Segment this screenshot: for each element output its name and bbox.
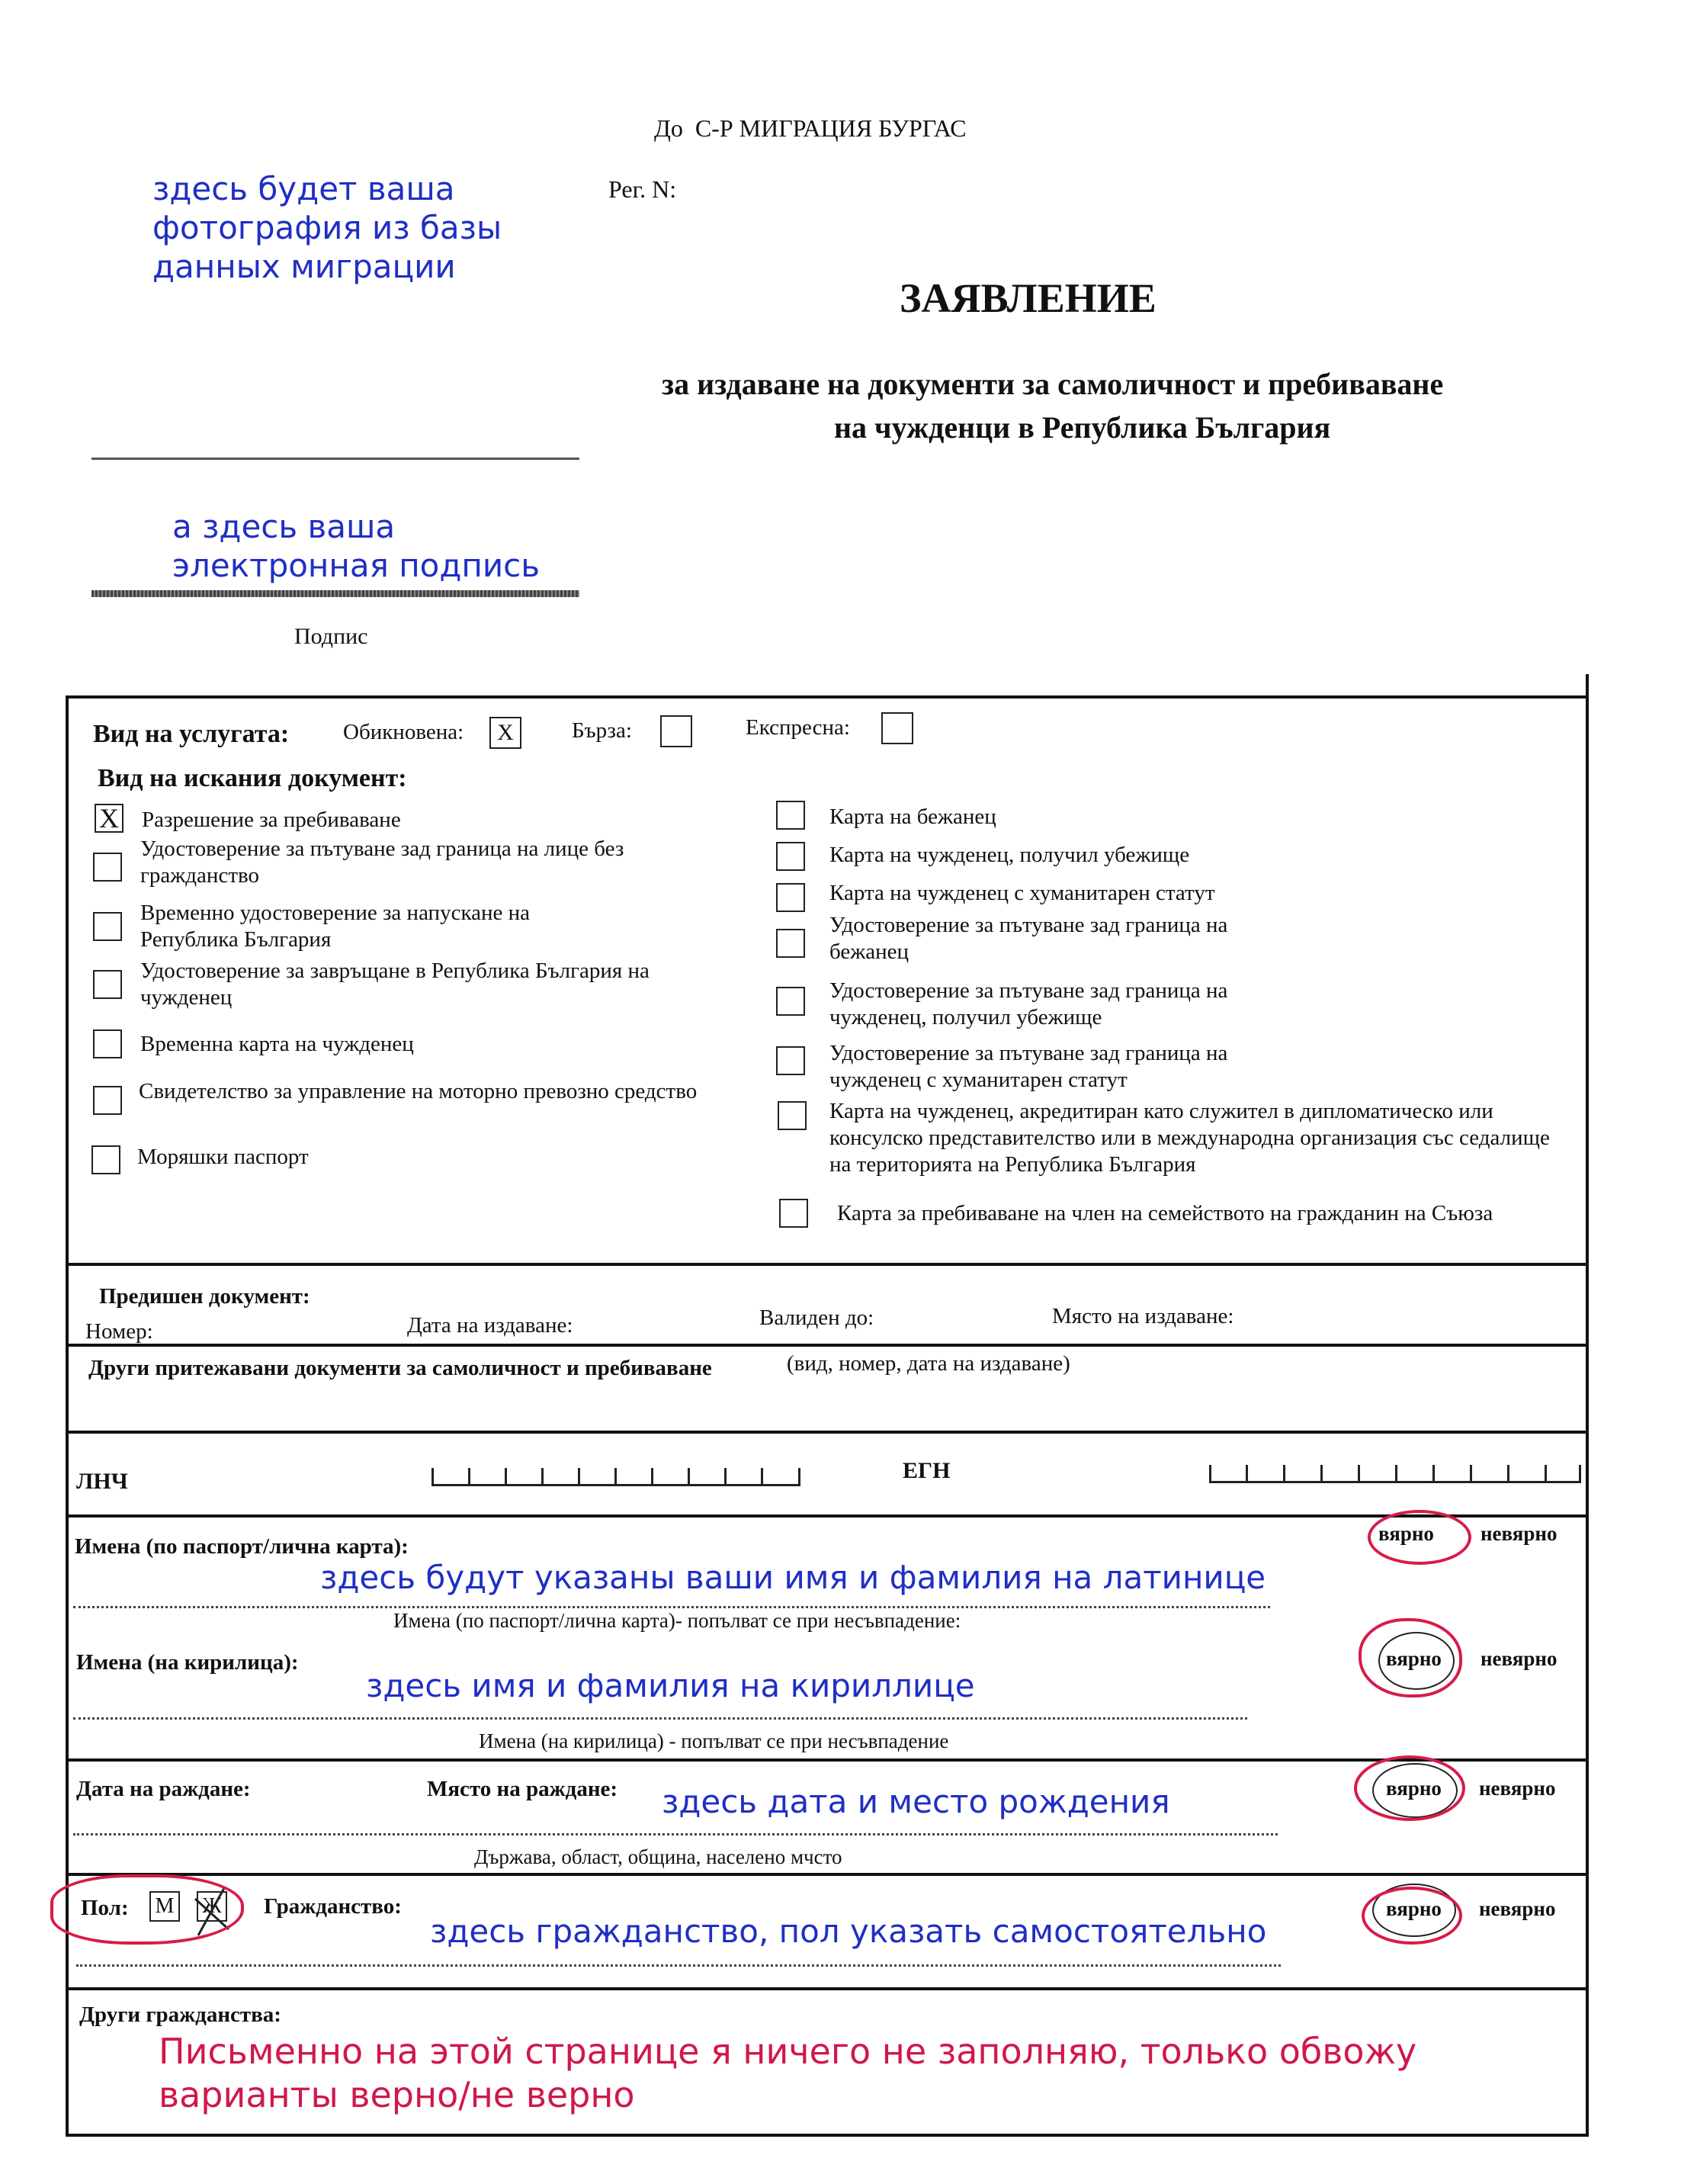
bottom-note-line: Письменно на этой странице я ничего не заполняю, только обвожу [159,2031,1417,2072]
citizenship-fill-line[interactable] [76,1964,1281,1967]
name-cyrillic-note: здесь имя и фамилия на кириллице [366,1667,975,1704]
previous-doc-number: Номер: [85,1319,153,1344]
bottom-instruction-note [159,2030,1416,2117]
signature-note [172,507,540,585]
verify-circle-annotation [1368,1510,1471,1565]
birth-note: здесь дата и место рождения [662,1783,1170,1820]
photo-note [152,169,502,286]
sex-male-checkbox[interactable]: М [149,1891,180,1922]
name-latin-caption: Имена (по паспорт/лична карта)- попълват се при несъвпадение: [393,1609,961,1632]
photo-area-underline [91,458,579,460]
previous-doc-valid-until: Валиден до: [759,1306,874,1330]
other-docs-hint: (вид, номер, дата на издаване) [787,1351,1070,1376]
birth-caption: Държава, област, община, населено мчсто [474,1845,842,1868]
sex-circled-annotation [50,1874,244,1945]
verify-circle-annotation [1359,1618,1462,1697]
lnch-digit-boxes[interactable] [431,1466,800,1486]
bottom-note-line: варианты верно/не верно [159,2074,635,2115]
verify-correct-label[interactable]: вярно [1386,1897,1442,1920]
previous-doc-issue-date: Дата на издаване: [407,1313,573,1338]
doc-option-label: Моряшки паспорт [137,1145,309,1169]
service-option-label: Обикновена: [343,720,464,744]
other-docs-label: Други притежавани документи за самоличност и пребиваване [88,1356,712,1380]
to-label: До [654,114,683,142]
doc-option-label: Временна карта на чужденец [140,1032,414,1056]
name-latin-note: здесь будут указаны ваши имя и фамилия на латинице [320,1559,1266,1596]
doc-option-label: Разрешение за пребиваване [142,808,401,832]
other-citizenships-label: Други гражданства: [79,2003,281,2027]
sex-label: Пол: [81,1896,129,1920]
verify-incorrect-label[interactable]: невярно [1479,1897,1556,1920]
previous-doc-label: Предишен документ: [99,1284,310,1309]
doc-temp-leave-checkbox[interactable] [93,912,122,941]
form-subtitle-line2: на чужденци в Република България [834,410,1331,445]
name-cyrillic-fill-line[interactable] [73,1717,1247,1720]
addressee [654,114,967,143]
photo-note-line: данных миграции [152,248,456,285]
doc-eu-family-card-checkbox[interactable] [779,1199,808,1228]
signature-label: Подпис [294,624,368,649]
doc-refugee-card-checkbox[interactable] [776,801,805,830]
verify-incorrect-label[interactable]: невярно [1480,1522,1557,1545]
service-option-label: Експресна: [746,715,850,740]
doc-option-label: Свидетелство за управление на моторно превозно средство [139,1079,698,1103]
service-fast-checkbox[interactable] [660,715,692,747]
doc-option-label: Карта на бежанец [829,805,996,829]
verify-incorrect-label[interactable]: невярно [1479,1777,1556,1800]
birth-fill-line[interactable] [73,1833,1278,1836]
birth-place-label: Място на раждане: [427,1777,618,1801]
doc-diplomatic-card-checkbox[interactable] [778,1101,807,1130]
doc-return-checkbox[interactable] [93,970,122,999]
doc-option-label: Карта за пребиваване на член на семейството на гражданин на Съюза [837,1201,1493,1225]
photo-note-line: здесь будет ваша [152,170,455,207]
doc-option-label: Удостоверение за пътуване зад граница на чужденец с хуманитарен статут [829,1041,1228,1092]
doc-travel-stateless-checkbox[interactable] [93,853,122,882]
photo-note-line: фотография из базы [152,209,502,246]
previous-doc-issue-place: Място на издаване: [1052,1304,1234,1328]
doc-travel-humanitarian-checkbox[interactable] [776,1046,805,1075]
verify-circle-annotation [1354,1755,1465,1821]
doc-option-label: Карта на чужденец с хуманитарен статут [829,881,1215,905]
doc-option-label: Удостоверение за завръщане в Република България на чужденец [140,959,650,1010]
doc-temp-card-checkbox[interactable] [93,1029,122,1058]
citizenship-label: Гражданство: [264,1894,402,1919]
verify-incorrect-label[interactable]: невярно [1480,1647,1557,1670]
doc-asylum-card-checkbox[interactable] [776,842,805,871]
name-cyrillic-label: Имена (на кирилица): [76,1650,299,1675]
doc-travel-refugee-checkbox[interactable] [776,929,805,958]
service-type-label: Вид на услугата: [93,720,290,748]
doc-humanitarian-card-checkbox[interactable] [776,883,805,912]
egn-digit-boxes[interactable] [1209,1463,1581,1483]
birth-date-label: Дата на раждане: [76,1777,251,1801]
name-cyrillic-caption: Имена (на кирилица) - попълват се при несъвпадение [479,1730,949,1752]
service-regular-checkbox[interactable]: X [489,717,521,749]
verify-correct-label[interactable]: вярно [1378,1522,1434,1545]
verify-correct-label[interactable]: вярно [1386,1647,1442,1670]
form-title: ЗАЯВЛЕНИЕ [900,275,1156,321]
doc-seaman-passport-checkbox[interactable] [91,1145,120,1174]
form-subtitle-line1: за издаване на документи за самоличност и пребиваване [662,367,1444,401]
lnch-label: ЛНЧ [76,1469,128,1494]
doc-option-label: Удостоверение за пътуване зад граница на лице без гражданство [140,837,624,888]
doc-option-label: Временно удостоверение за напускане на Република България [140,901,530,952]
name-latin-label: Имена (по паспорт/лична карта): [75,1534,409,1559]
signature-note-line: электронная подпись [172,547,540,584]
doc-option-label: Удостоверение за пътуване зад граница на чужденец, получил убежище [829,978,1228,1029]
egn-label: ЕГН [903,1458,951,1483]
to-value: С-Р МИГРАЦИЯ БУРГАС [695,114,967,142]
reg-number-label: Рег. N: [608,175,677,203]
verify-circle-annotation [1362,1887,1462,1945]
doc-driving-licence-checkbox[interactable] [93,1086,122,1115]
signature-note-line: а здесь ваша [172,508,396,545]
doc-option-label: Удостоверение за пътуване зад граница на бежанец [829,913,1228,964]
signature-line [91,590,579,597]
doc-option-label: Карта на чужденец, получил убежище [829,843,1190,867]
doc-residence-permit-checkbox[interactable]: X [95,804,124,833]
verify-correct-label[interactable]: вярно [1386,1777,1442,1800]
sex-female-checkbox[interactable]: Ж [197,1891,227,1922]
service-express-checkbox[interactable] [881,712,913,744]
service-option-label: Бърза: [572,718,632,743]
doc-option-label: Карта на чужденец, акредитиран като служител в дипломатическо или консулско представителство или в международна организация със седалище на територията на Република България [829,1099,1550,1177]
document-type-label: Вид на искания документ: [98,764,407,792]
doc-travel-asylum-checkbox[interactable] [776,987,805,1016]
citizenship-note: здесь гражданство, пол указать самостоятельно [430,1913,1267,1950]
name-latin-fill-line[interactable] [73,1606,1270,1608]
